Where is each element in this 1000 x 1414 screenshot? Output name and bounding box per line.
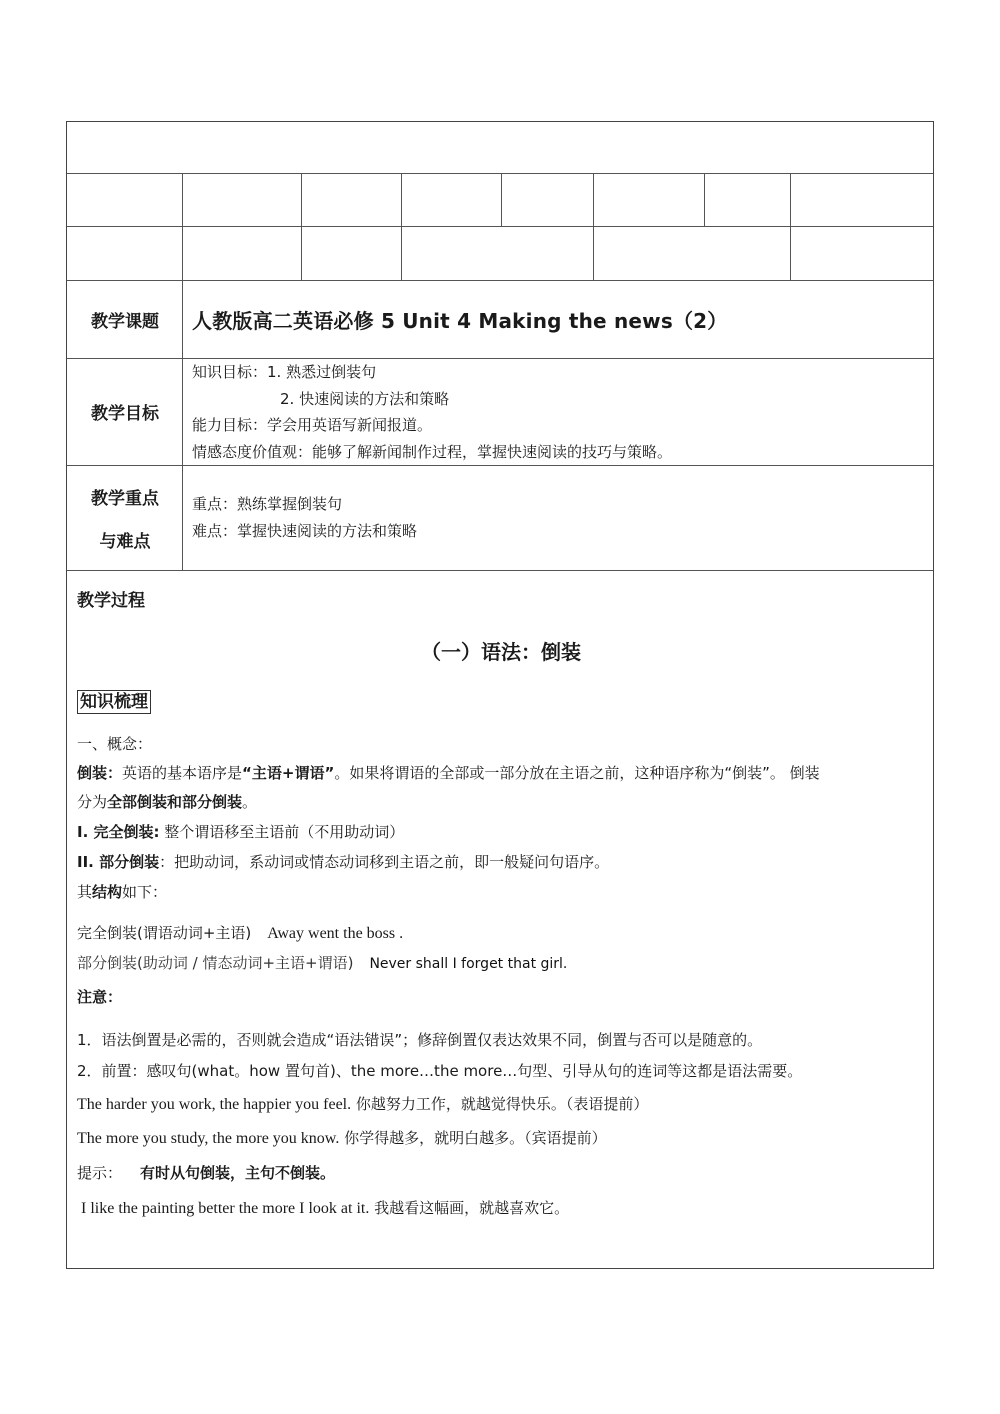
col-divider xyxy=(790,173,791,226)
process-label: 教学过程 xyxy=(77,591,145,611)
definition-line-2: 分为全部倒装和部分倒装。 xyxy=(77,793,258,811)
col-divider xyxy=(182,173,183,226)
lesson-plan-table xyxy=(66,121,934,1269)
key-points-cell xyxy=(192,491,925,544)
col-divider xyxy=(593,173,594,226)
objectives-label: 教学目标 xyxy=(91,404,159,424)
structure-intro: 其结构如下： xyxy=(77,883,168,901)
key-points-label xyxy=(67,465,183,570)
note-1: 1．语法倒置是必需的，否则就会造成“语法错误”；修辞倒置仅表达效果不同，倒置与否可以是随意的。 xyxy=(77,1031,763,1049)
structure-full: 完全倒装(谓语动词+主语) Away went the boss . xyxy=(77,924,404,942)
lesson-title-label: 教学课题 xyxy=(91,311,159,332)
partial-inversion-line: II. 部分倒装：把助动词，系动词或情态动词移到主语之前，即一般疑问句语序。 xyxy=(77,853,610,871)
row-divider xyxy=(67,226,933,227)
col-divider xyxy=(401,173,402,226)
col-divider xyxy=(704,173,705,226)
key-points-label-line2: 与难点 xyxy=(99,531,151,552)
key-point-line: 难点：掌握快速阅读的方法和策略 xyxy=(192,521,418,540)
col-divider xyxy=(593,226,594,280)
row-divider xyxy=(67,465,933,466)
col-divider xyxy=(501,173,502,226)
note-heading: 注意： xyxy=(77,988,123,1006)
objective-line: 2. 快速阅读的方法和策略 xyxy=(280,389,450,408)
tip-example: I like the painting better the more I look at it. 我越看这幅画，就越喜欢它。 xyxy=(81,1199,570,1217)
key-point-line: 重点：熟练掌握倒装句 xyxy=(192,495,343,513)
col-divider xyxy=(401,226,402,280)
col-divider xyxy=(182,226,183,280)
example-1: The harder you work, the happier you feel. 你越努力工作，就越觉得快乐。（表语提前） xyxy=(77,1095,649,1113)
row-divider xyxy=(67,173,933,174)
section-heading: （一）语法：倒装 xyxy=(421,640,581,664)
concept-heading: 一、概念： xyxy=(77,735,153,753)
teaching-process-cell xyxy=(77,570,925,1269)
example-2: The more you study, the more you know. 你学得越多，就明白越多。（宾语提前） xyxy=(77,1129,607,1147)
objectives-cell xyxy=(192,359,925,465)
note-2: 2．前置：感叹句(what。how 置句首)、the more…the more…句型、引导从句的连词等这都是语法需要。 xyxy=(77,1062,803,1080)
definition-line-1: 倒装：英语的基本语序是“主语+谓语”。如果将谓语的全部或一部分放在主语之前，这种语序称为“倒装”。 倒装 xyxy=(77,764,820,782)
tip-line: 提示： 有时从句倒装，主句不倒装。 xyxy=(77,1164,336,1182)
col-divider xyxy=(301,173,302,226)
full-inversion-line: I. 完全倒装: 整个谓语移至主语前（不用助动词） xyxy=(77,823,405,841)
key-points-label-line1: 教学重点 xyxy=(91,488,159,509)
objective-line: 能力目标：学会用英语写新闻报道。 xyxy=(192,416,433,434)
lesson-title-value: 人教版高二英语必修 5 Unit 4 Making the news（2） xyxy=(192,308,728,333)
structure-partial: 部分倒装(助动词 / 情态动词+主语+谓语) Never shall I forget that girl. xyxy=(77,954,568,972)
knowledge-summary-box: 知识梳理 xyxy=(77,690,151,714)
lesson-title-cell xyxy=(192,280,925,358)
col-divider xyxy=(790,226,791,280)
objective-line: 知识目标：1. 熟悉过倒装句 xyxy=(192,363,377,381)
col-divider xyxy=(301,226,302,280)
objective-line: 情感态度价值观：能够了解新闻制作过程，掌握快速阅读的技巧与策略。 xyxy=(192,442,673,461)
